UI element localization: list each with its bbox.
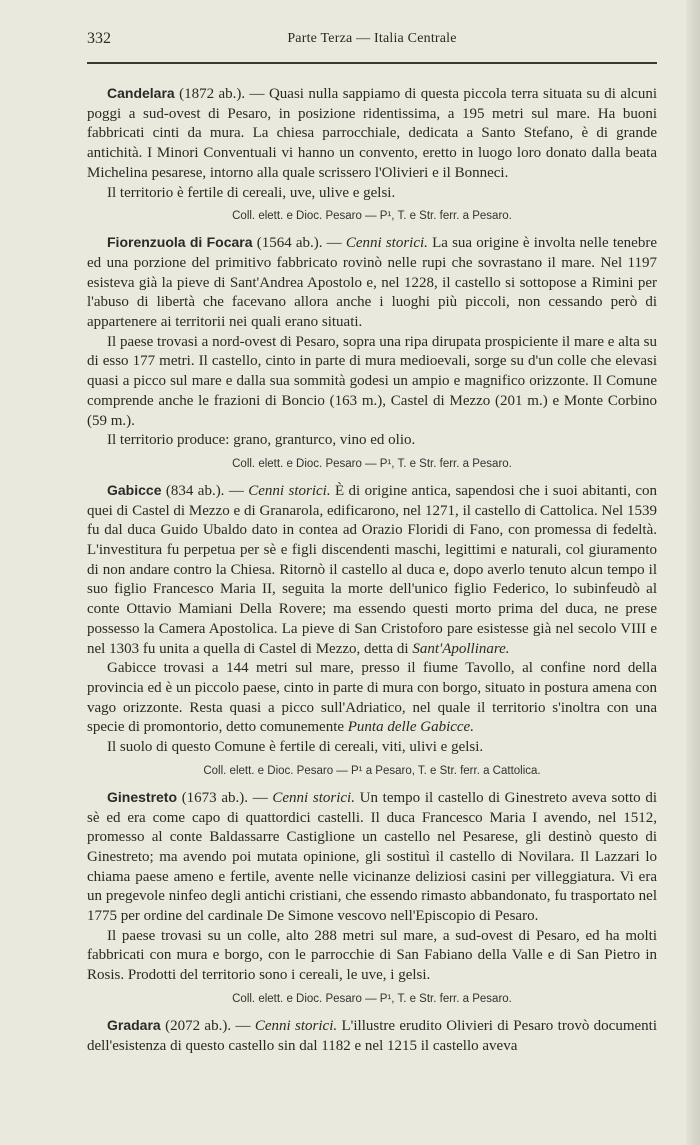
text-run: Il suolo di questo Comune è fertile di cereali, viti, ulivi e gelsi.: [107, 739, 484, 756]
text-run: Il territorio è fertile di cereali, uve, ulive e gelsi.: [107, 184, 396, 201]
electoral-note: [87, 207, 657, 225]
entry-paragraph: [87, 1016, 657, 1056]
page-body: [87, 76, 657, 1056]
electoral-note: [87, 990, 657, 1008]
text-run: È di origine antica, sapendosi che i suoi abitanti, con quei di Castel di Mezzo e di Granarola, edificarono, nel 1271, il castello di Cattolica. Nel 1539 fu dal duca Guido Ubaldo dato in contea ad Orazio Floridi di Fano, con promessa di fedeltà. L'investitura fu perpetua per sè e figli discendenti maschi, legittimi e naturali, col giuramento di non andare contro la Chiesa. Ritornò il castello al duca e, dopo averlo tenuto alcun tempo il suo figlio Francesco Maria II, seguita la morte dell'unico figlio Federico, lo subinfeudò al conte Ottavio Mamiani Della Rovere; ma essendo questi morto prima del duca, ne prese possesso la Camera Apostolica. La pieve di San Cristoforo pare esistesse già nel secolo VIII e nel 1303 fu unita a quella di Castel di Mezzo, detta di: [87, 482, 658, 657]
entry-paragraph: [87, 84, 657, 184]
text-run: (1673 ab.). —: [177, 789, 273, 806]
text-run: Coll. elett. e Dioc. Pesaro — P¹, T. e Str. ferr. a Pesaro.: [232, 210, 512, 223]
text-run: Gabicce trovasi a 144 metri sul mare, presso il fiume Tavollo, al confine nord della provincia ed è un piccolo paese, cinto in parte di mura con borgo, situato in postura amena con vago orizzonte. Resta quasi a picco sull'Adriatico, nel quale il territorio s'inoltra con una specie di promontorio, detto comunemente: [87, 660, 657, 736]
text-run: La sua origine è involta nelle tenebre ed una porzione del primitivo fabbricato rovinò nelle rupi che sovrastano il mare. Nel 1197 esisteva già la pieve di Sant'Andrea Apostolo e, nel 1228, il castello si sottopose a Rimini per l'abuso di libertà che facevano allora anche i luoghi più piccoli, non cessando però di appartenere ai territorii nei quali erano situati.: [87, 235, 657, 331]
entry-title: Candelara: [107, 85, 175, 101]
text-run: Coll. elett. e Dioc. Pesaro — P¹, T. e Str. ferr. a Pesaro.: [232, 992, 512, 1005]
italic-text: Cenni storici.: [254, 1017, 338, 1034]
entry-title: Ginestreto: [107, 788, 178, 805]
entry-paragraph: [87, 788, 657, 927]
text-run: Un tempo il castello di Ginestreto aveva sotto di sè ed era come capo di quattordici castelli. Il duca Francesco Maria I avendo, nel 1512, promesso al conte Baldassarre Castiglione un castello nel Pesarese, gli destinò questo di Ginestreto; ma avendo poi mutata opinione, gli sostituì il castello di Novilara. Il Lazzari lo chiama paese ameno e fertile, avente nelle vicinanze deliziosi casini per villeggiatura. Vi era un pregevole ninfeo degli antichi cristiani, che essendo rimasto abbandonato, fu trasportato nel 1775 per ordine del cardinale De Simone vescovo nell'Episcopio di Pesaro.: [87, 789, 657, 925]
running-title: Parte Terza — Italia Centrale: [287, 31, 457, 46]
italic-text: Cenni storici.: [248, 482, 331, 499]
entry-title: Gabicce: [107, 481, 162, 498]
paragraph: [87, 333, 657, 432]
text-run: Il paese trovasi su un colle, alto 288 metri sul mare, a sud-ovest di Pesaro, ed ha molti fabbricati con mura e borgo, con le parrocchie di San Fabiano della Valle e di San Pietro in Rosis. Prodotti del territorio sono i cereali, le uve, i gelsi.: [87, 927, 657, 984]
page-edge-shadow: [686, 0, 700, 1145]
text-run: (2072 ab.). —: [160, 1017, 255, 1034]
header-rule: [87, 62, 657, 64]
text-run: (1564 ab.). —: [252, 235, 346, 252]
paragraph: [87, 431, 657, 451]
text-run: Il territorio produce: grano, granturco, vino ed olio.: [107, 432, 416, 449]
text-run: (834 ab.). —: [161, 482, 249, 499]
page-header: [87, 30, 657, 52]
italic-text: Punta delle Gabicce.: [347, 719, 474, 736]
entry-paragraph: [87, 481, 657, 659]
paragraph: [87, 184, 657, 204]
electoral-note: [87, 762, 657, 780]
text-run: Coll. elett. e Dioc. Pesaro — P¹ a Pesaro, T. e Str. ferr. a Cattolica.: [203, 764, 541, 777]
text-run: Il paese trovasi a nord-ovest di Pesaro, sopra una ripa dirupata prospiciente il mare e alta su di esso 177 metri. Il castello, cinto in parte di mura medioevali, sorge su d'un colle che elevasi quasi a picco sul mare e dalla sua sommità godesi un ampio e magnifico orizzonte. Il Comune comprende anche le frazioni di Boncio (163 m.), Castel di Mezzo (201 m.) e Monte Corbino (59 m.).: [87, 333, 657, 429]
entry-title: Gradara: [107, 1016, 161, 1033]
entry-paragraph: [87, 233, 657, 333]
text-run: Coll. elett. e Dioc. Pesaro — P¹, T. e Str. ferr. a Pesaro.: [232, 457, 512, 470]
paragraph: [87, 659, 657, 738]
paragraph: [87, 927, 657, 986]
italic-text: Cenni storici.: [272, 789, 355, 806]
text-run: L'illustre erudito Olivieri di Pesaro trovò documenti dell'esistenza di questo castello sin dal 1182 e nel 1215 il castello aveva: [87, 1017, 658, 1054]
page-number: 332: [87, 30, 111, 47]
entry-title: Fiorenzuola di Focara: [107, 234, 253, 251]
italic-text: Cenni storici.: [345, 235, 428, 252]
text-run: (1872 ab.). — Quasi nulla sappiamo di questa piccola terra situata su di alcuni poggi a sud-ovest di Pesaro, in posizione ridentissima, a 195 metri sul mare. Ha buoni fabbricati cinti da mura. La chiesa parrocchiale, dedicata a Santo Stefano, è di grande antichità. I Minori Conventuali vi hanno un convento, eretto in luogo loro donato dalla beata Michelina pesarese, intorno alla quale scrissero l'Olivieri e il Bonneci.: [87, 86, 657, 181]
paragraph: [87, 738, 657, 758]
italic-text: Sant'Apollinare.: [412, 640, 510, 657]
electoral-note: [87, 455, 657, 473]
